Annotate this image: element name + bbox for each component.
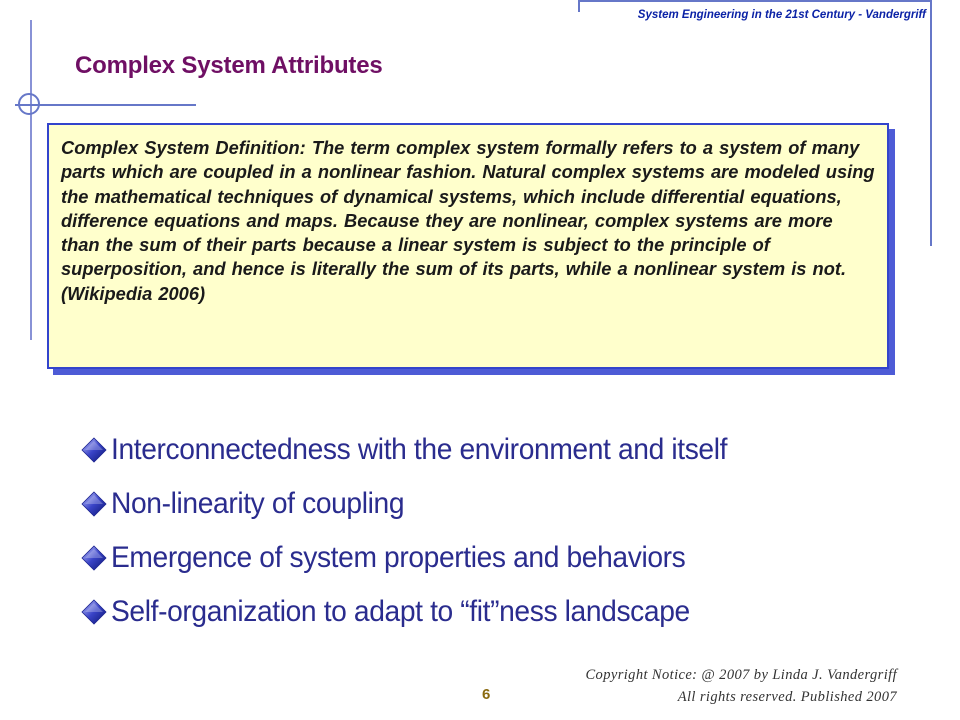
- slide-number: 6: [482, 686, 491, 703]
- diamond-bullet-icon: [80, 598, 108, 626]
- bullet-text: Non-linearity of coupling: [111, 487, 405, 520]
- bullet-item: [80, 585, 900, 639]
- bullet-item: [80, 423, 900, 477]
- right-frame-rule: [930, 0, 932, 246]
- diamond-bullet-icon: [80, 436, 108, 464]
- bullet-text: Interconnectedness with the environment and itself: [111, 433, 728, 466]
- header-top-rule: [578, 0, 932, 2]
- definition-text: Complex System Definition: The term complex system formally refers to a system of many parts which are coupled in a nonlinear fashion. Natural complex systems are modeled using the mathematical techniques of dynamical systems, which include differential equations, difference equations and maps. Because they are nonlinear, complex systems are more than the sum of their parts because a linear system is subject to the principle of superposition, and hence is literally the sum of its parts, while a nonlinear system is not. (Wikipedia 2006): [61, 137, 875, 304]
- bullet-list: [80, 423, 900, 639]
- rights-line: All rights reserved. Published 2007: [677, 689, 897, 705]
- diamond-bullet-icon: [80, 490, 108, 518]
- bullet-text: Emergence of system properties and behaviors: [111, 541, 686, 574]
- definition-box: [47, 123, 889, 369]
- diamond-bullet-icon: [80, 544, 108, 572]
- bullet-item: [80, 531, 900, 585]
- left-frame-rule: [30, 20, 32, 340]
- course-title: System Engineering in the 21st Century - Vandergriff: [637, 9, 926, 21]
- crosshair-circle-icon: [18, 93, 40, 115]
- slide-title: Complex System Attributes: [75, 52, 383, 79]
- copyright-notice: [585, 664, 897, 708]
- bullet-item: [80, 477, 900, 531]
- bullet-text: Self-organization to adapt to “fit”ness landscape: [111, 595, 690, 628]
- copyright-line: Copyright Notice: @ 2007 by Linda J. Vandergriff: [585, 667, 897, 683]
- header-left-tick: [578, 0, 580, 12]
- title-underline-rule: [15, 104, 196, 106]
